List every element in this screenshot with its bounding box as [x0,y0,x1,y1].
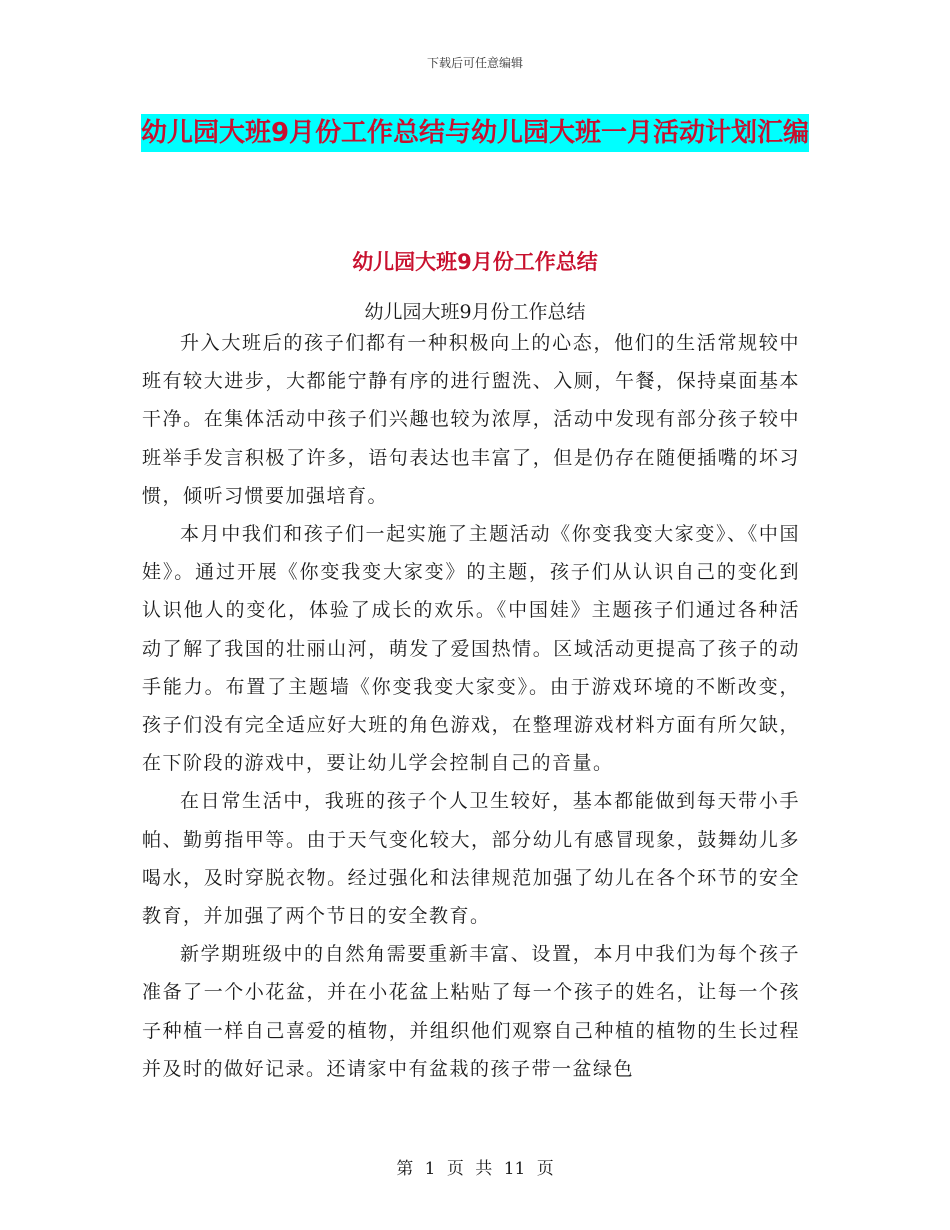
document-title-text: 幼儿园大班9月份工作总结与幼儿园大班一月活动计划汇编 [141,114,809,152]
document-title [120,108,830,158]
page-footer: 第 1 页 共 11 页 [396,1159,554,1179]
section-title: 幼儿园大班9月份工作总结 [352,250,598,274]
paragraph: 在日常生活中，我班的孩子个人卫生较好，基本都能做到每天带小手帕、勤剪指甲等。由于天气变化较大，部分幼儿有感冒现象，鼓舞幼儿多喝水，及时穿脱衣物。经过强化和法律规范加强了幼儿在各个环节的安全教育，并加强了两个节日的安全教育。 [142,790,800,928]
section-subtitle: 幼儿园大班9月份工作总结 [364,301,586,323]
paragraph: 升入大班后的孩子们都有一种积极向上的心态，他们的生活常规较中班有较大进步，大都能宁静有序的进行盥洗、入厕，午餐，保持桌面基本干净。在集体活动中孩子们兴趣也较为浓厚，活动中发现有部分孩子较中班举手发言积极了许多，语句表达也丰富了，但是仍存在随便插嘴的坏习惯，倾听习惯要加强培育。 [142,332,800,507]
paragraph: 新学期班级中的自然角需要重新丰富、设置，本月中我们为每个孩子准备了一个小花盆，并在小花盆上粘贴了每一个孩子的姓名，让每一个孩子种植一样自己喜爱的植物，并组织他们观察自己种植的植物的生长过程并及时的做好记录。还请家中有盆栽的孩子带一盆绿色 [142,943,800,1080]
header-note: 下载后可任意编辑 [426,56,523,70]
body-text [142,324,800,1088]
paragraph: 本月中我们和孩子们一起实施了主题活动《你变我变大家变》、《中国娃》。通过开展《你变我变大家变》的主题，孩子们从认识自己的变化到认识他人的变化，体验了成长的欢乐。《中国娃》主题孩子们通过各种活动了解了我国的壮丽山河，萌发了爱国热情。区域活动更提高了孩子的动手能力。布置了主题墙《你变我变大家变》。由于游戏环境的不断改变，孩子们没有完全适应好大班的角色游戏，在整理游戏材料方面有所欠缺，在下阶段的游戏中，要让幼儿学会控制自己的音量。 [142,523,800,775]
